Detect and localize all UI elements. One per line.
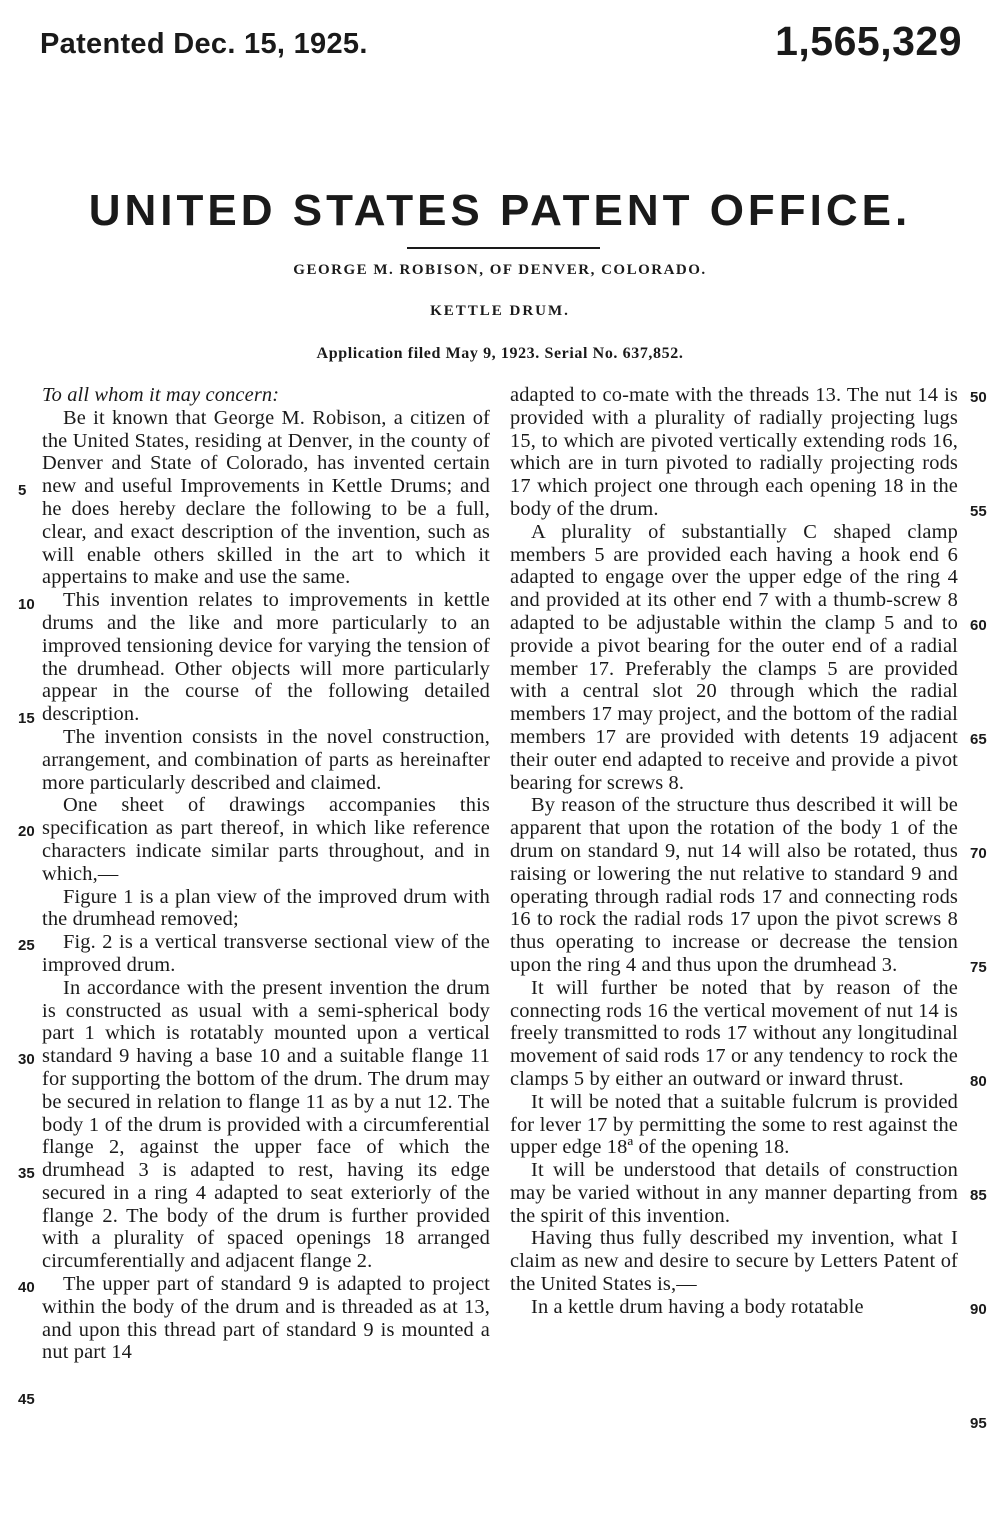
office-title: UNITED STATES PATENT OFFICE. bbox=[88, 186, 912, 235]
line-number: 20 bbox=[18, 823, 35, 840]
paragraph: One sheet of drawings accompanies this specification as part thereof, in which like reference characters indicate similar parts throughout, and in which,— bbox=[42, 794, 490, 885]
paragraph: Figure 1 is a plan view of the improved drum with the drumhead removed; bbox=[42, 885, 490, 931]
line-number: 65 bbox=[970, 731, 987, 748]
line-number: 90 bbox=[970, 1301, 987, 1318]
inventor-line: GEORGE M. ROBISON, OF DENVER, COLORADO. bbox=[293, 262, 707, 278]
right-text-column bbox=[510, 384, 958, 1319]
left-text-column bbox=[42, 384, 490, 1364]
line-number: 40 bbox=[18, 1279, 35, 1296]
paragraph: Be it known that George M. Robison, a citizen of the United States, residing at Denver, in the county of Denver and State of Colorado, has invented certain new and useful Improvements in Kettle Drums; and he does hereby declare the following to be a full, clear, and exact description of the invention, such as will enable others skilled in the art to which it appertains to make and use the same. bbox=[42, 406, 490, 589]
line-number: 75 bbox=[970, 959, 987, 976]
paragraph: By reason of the structure thus described it will be apparent that upon the rotation of the body 1 of the drum on standard 9, nut 14 will also be rotated, thus raising or lowering the nut relative to standard 9 and operating through radial rods 17 and connecting rods 16 to rock the radial rods 17 upon the pivot screws 8 thus operating to increase or decrease the tension upon the ring 4 and thus upon the drumhead 3. bbox=[510, 794, 958, 976]
line-number: 25 bbox=[18, 937, 35, 954]
line-number: 70 bbox=[970, 845, 987, 862]
paragraph: A plurality of substantially C shaped clamp members 5 are provided each having a hook end 6 adapted to engage over the upper edge of the ring 4 and provided at its other end 7 with a thumb-screw 8 adapted to be adjustable within the clamp 5 and to provide a pivot bearing for the outer end of a radial member 17. Preferably the clamps 5 are provided with a central slot 20 through which the radial members 17 may project, and the bottom of the radial members 17 are provided with detents 19 adjacent their outer end adapted to receive and provide a pivot bearing for screws 8. bbox=[510, 520, 958, 794]
paragraph: It will be understood that details of construction may be varied without in any manner departing from the spirit of this invention. bbox=[510, 1159, 958, 1227]
paragraph: In accordance with the present invention the drum is constructed as usual with a semi-spherical body part 1 which is rotatably mounted upon a vertical standard 9 having a base 10 and a suitable flange 11 for supporting the bottom of the drum. The drum may be secured in relation to flange 11 as by a nut 12. The body 1 of the drum is provided with a circumferential flange 2, against the upper face of which the drumhead 3 is adapted to rest, having its edge secured in a ring 4 adapted to seat exteriorly of the flange 2. The body of the drum is further provided with a plurality of spaced openings 18 arranged circumferentially and adjacent flange 2. bbox=[42, 976, 490, 1273]
line-number: 15 bbox=[18, 710, 35, 727]
paragraph: adapted to co-mate with the threads 13. The nut 14 is provided with a plurality of radially projecting lugs 15, to which are pivoted vertically extending rods 16, which are in turn pivoted to radially projecting rods 17 which project one through each opening 18 in the body of the drum. bbox=[510, 384, 958, 520]
paragraph: The upper part of standard 9 is adapted to project within the body of the drum and is threaded as at 13, and upon this thread part of standard 9 is mounted a nut part 14 bbox=[42, 1273, 490, 1364]
line-number: 80 bbox=[970, 1073, 987, 1090]
line-number: 50 bbox=[970, 389, 987, 406]
line-number: 95 bbox=[970, 1415, 987, 1432]
paragraph: It will be noted that a suitable fulcrum is provided for lever 17 by permitting the some to rest against the upper edge 18ª of the opening 18. bbox=[510, 1090, 958, 1159]
paragraph: It will further be noted that by reason of the connecting rods 16 the vertical movement of nut 14 is freely transmitted to rods 17 without any longitudinal movement of said rods 17 or any tendency to rock the clamps 5 by either an outward or inward thrust. bbox=[510, 976, 958, 1090]
line-number: 10 bbox=[18, 596, 35, 613]
line-number: 5 bbox=[18, 482, 27, 499]
paragraph: The invention consists in the novel construction, arrangement, and combination of parts as hereinafter more particularly described and claimed. bbox=[42, 725, 490, 794]
paragraph: Having thus fully described my invention, what I claim as new and desire to secure by Letters Patent of the United States is,— bbox=[510, 1227, 958, 1296]
line-number: 55 bbox=[970, 503, 987, 520]
line-number: 35 bbox=[18, 1165, 35, 1182]
application-filed-line: Application filed May 9, 1923. Serial No. 637,852. bbox=[316, 345, 684, 362]
line-number: 45 bbox=[18, 1391, 35, 1408]
invention-title: KETTLE DRUM. bbox=[430, 303, 570, 319]
line-number: 30 bbox=[18, 1051, 35, 1068]
paragraph: Fig. 2 is a vertical transverse sectional view of the improved drum. bbox=[42, 931, 490, 976]
paragraph: In a kettle drum having a body rotatable bbox=[531, 1295, 864, 1318]
patent-number: 1,565,329 bbox=[775, 18, 962, 64]
salutation: To all whom it may concern: bbox=[42, 384, 280, 406]
patent-date: Patented Dec. 15, 1925. bbox=[40, 28, 368, 60]
line-number: 60 bbox=[970, 617, 987, 634]
line-number: 85 bbox=[970, 1187, 987, 1204]
paragraph: This invention relates to improvements in kettle drums and the like and more particularly to an improved tensioning device for varying the tension of the drumhead. Other objects will more particularly appear in the course of the following detailed description. bbox=[42, 589, 490, 726]
divider-rule bbox=[407, 247, 600, 249]
